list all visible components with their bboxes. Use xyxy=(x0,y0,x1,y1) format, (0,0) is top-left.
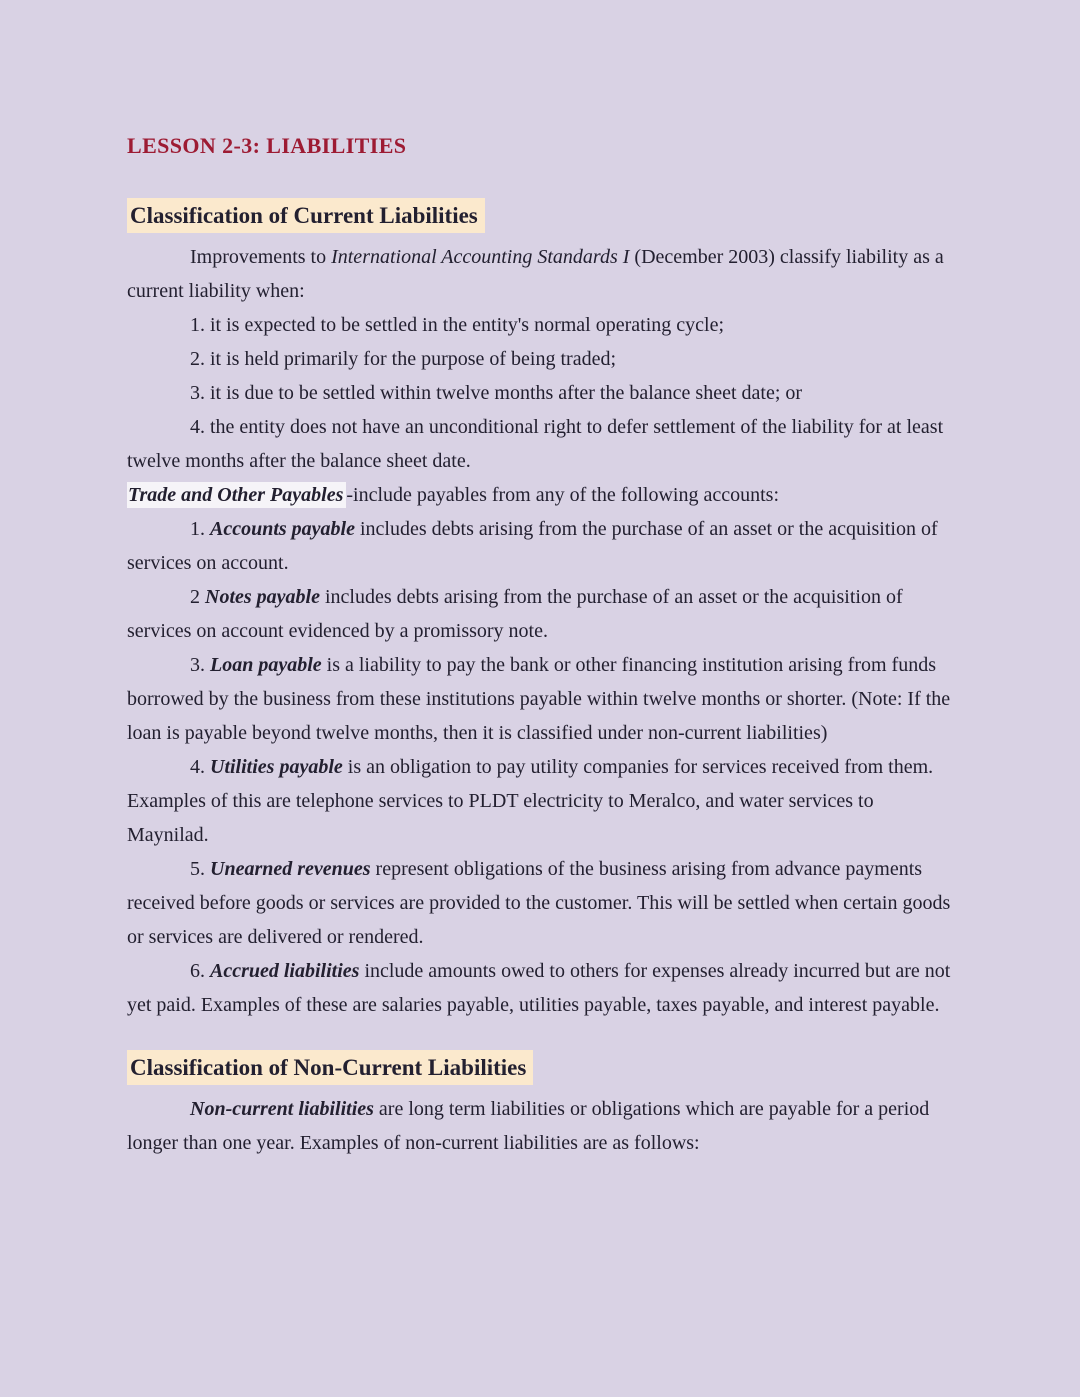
item-text: include amounts owed to others for expenses already incurred but are not yet paid. Examples of these are salaries payable, utilities payable, taxes payable, and interest payable. xyxy=(127,960,951,1016)
item-text: is an obligation to pay utility companies for services received from them. Examples of this are telephone services to PLDT electricity to Meralco, and water services to Maynilad. xyxy=(127,756,934,846)
noncurrent-liabilities-heading: Classification of Non-Current Liabilities xyxy=(127,1050,533,1085)
item-text: includes debts arising from the purchase of an asset or the acquisition of services on account evidenced by a promissory note. xyxy=(127,586,903,642)
intro-pre: Improvements to xyxy=(190,246,332,268)
item-number: 2 xyxy=(190,586,205,608)
noncurrent-term: Non-current liabilities xyxy=(190,1098,374,1120)
current-liabilities-intro xyxy=(127,240,957,308)
item-term: Accrued liabilities xyxy=(210,960,360,982)
item-text: is a liability to pay the bank or other financing institution arising from funds borrowed by the business from these institutions payable within twelve months or shorter. (Note: If the loan is payable beyond twelve months, then it is classified under non-current liabilities) xyxy=(127,654,951,744)
item-number: 6. xyxy=(190,960,210,982)
payable-item-notes xyxy=(127,580,957,648)
payable-item-accrued xyxy=(127,954,957,1022)
trade-payables-lead xyxy=(127,478,957,512)
item-number: 3. xyxy=(190,654,210,676)
item-number: 5. xyxy=(190,858,210,880)
criterion-3: 3. it is due to be settled within twelve months after the balance sheet date; or xyxy=(190,382,803,404)
current-liabilities-heading: Classification of Current Liabilities xyxy=(127,198,485,233)
item-term: Accounts payable xyxy=(210,518,355,540)
payable-item-accounts xyxy=(127,512,957,580)
noncurrent-liabilities-heading-row xyxy=(127,1050,957,1085)
item-text: includes debts arising from the purchase of an asset or the acquisition of services on account. xyxy=(127,518,938,574)
page-content xyxy=(127,133,957,1160)
item-number: 1. xyxy=(190,518,210,540)
item-text: represent obligations of the business arising from advance payments received before goods or services are provided to the customer. This will be settled when certain goods or services are delivered or rendered. xyxy=(127,858,951,948)
trade-payables-lead-rest: -include payables from any of the following accounts: xyxy=(346,484,780,506)
current-liabilities-heading-row xyxy=(127,198,957,233)
criterion-4: 4. the entity does not have an unconditional right to defer settlement of the liability for at least twelve months after the balance sheet date. xyxy=(127,416,944,472)
item-term: Loan payable xyxy=(210,654,322,676)
payable-item-loan xyxy=(127,648,957,750)
criterion-1: 1. it is expected to be settled in the entity's normal operating cycle; xyxy=(190,314,725,336)
item-term: Unearned revenues xyxy=(210,858,371,880)
trade-payables-term: Trade and Other Payables xyxy=(127,482,346,508)
criterion-2: 2. it is held primarily for the purpose of being traded; xyxy=(190,348,617,370)
item-number: 4. xyxy=(190,756,210,778)
payable-item-unearned xyxy=(127,852,957,954)
ias-reference: International Accounting Standards I xyxy=(331,246,630,268)
payable-item-utilities xyxy=(127,750,957,852)
intro-post: (December 2003) classify liability as a current liability when: xyxy=(127,246,944,302)
item-term: Notes payable xyxy=(205,586,320,608)
lesson-title: LESSON 2-3: LIABILITIES xyxy=(127,133,407,158)
noncurrent-text: are long term liabilities or obligations which are payable for a period longer than one year. Examples of non-current liabilities are as follows: xyxy=(127,1098,930,1154)
noncurrent-liabilities-intro xyxy=(127,1092,957,1160)
item-term: Utilities payable xyxy=(210,756,343,778)
